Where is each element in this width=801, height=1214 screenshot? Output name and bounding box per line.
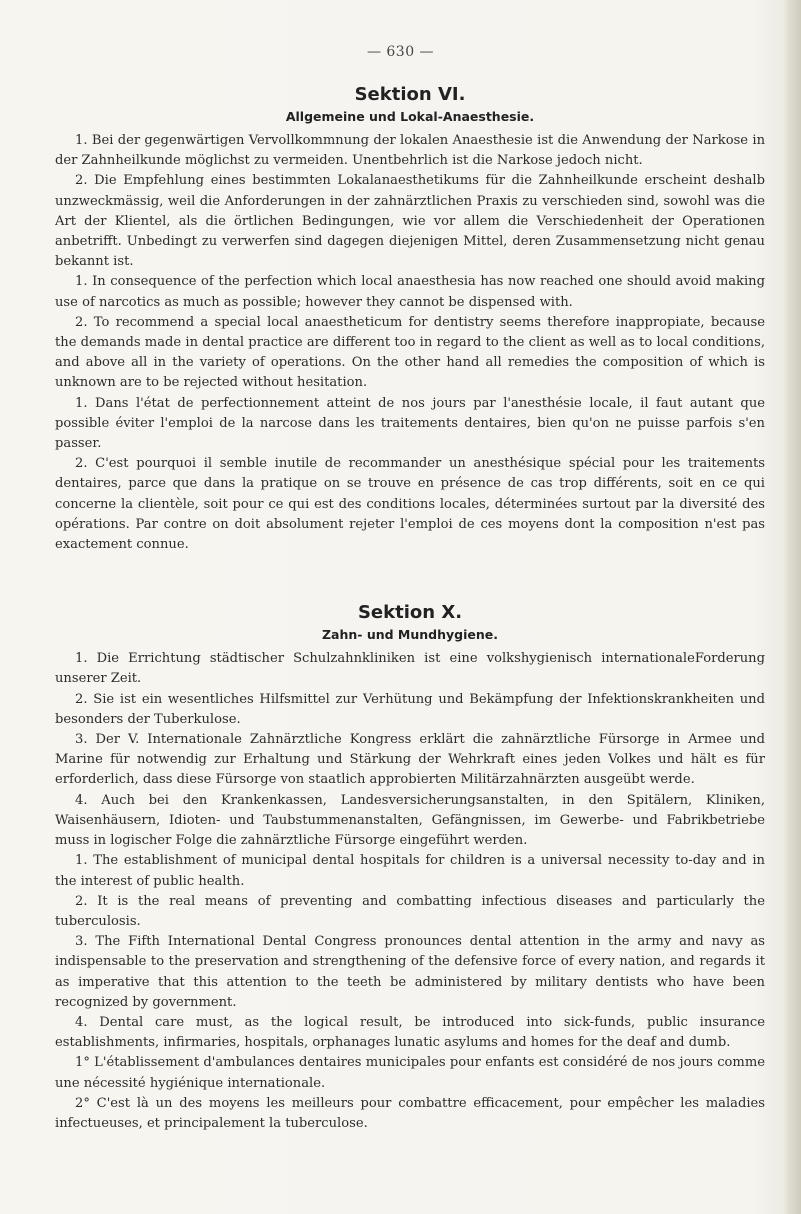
section-subtitle: Allgemeine und Lokal-Anaesthesie.: [285, 109, 535, 124]
paragraph: 3. Der V. Internationale Zahnärztliche Kongress erklärt die zahnärztliche Fürsorge in Armee und Marine für notwendig zur Erhaltung und Stärkung der Wehrkraft eines jeden Volkes und hält es für erforderlich, dass diese Fürsorge von staatlich approbierten Militärzahnärzten ausgeübt werde.: [55, 732, 765, 788]
paragraph: 2. It is the real means of preventing and combatting infectious diseases and particularly the tuberculosis.: [55, 893, 765, 929]
section-title: Sektion X.: [357, 602, 463, 624]
paragraph: 1. In consequence of the perfection which local anaesthesia has now reached one should avoid making use of narcotics as much as possible; however they cannot be dispensed with.: [55, 274, 765, 310]
paragraph: 2. Die Empfehlung eines bestimmten Lokalanaesthetikums für die Zahnheilkunde erscheint deshalb unzweckmässig, weil die Anforderungen in der zahnärztlichen Praxis zu verschieden sind, sowohl was die Art der Klientel, als die örtlichen Bedingungen, wie vor allem die Verschiedenheit der Operationen anbetrifft. Unbedingt zu verwerfen sind dagegen diejenigen Mittel, deren Zusammensetzung nicht genau bekannt ist.: [55, 173, 765, 270]
paragraph: 4. Auch bei den Krankenkassen, Landesversicherungsanstalten, in den Spitälern, Kliniken, Waisenhäusern, Idioten- und Taubstummenanstalten, Gefängnissen, im Gewerbe- und Fabrikbetriebe muss in logischer Folge die zahnärztliche Fürsorge eingeführt werden.: [55, 792, 765, 849]
section-title: Sektion VI.: [354, 84, 466, 105]
paragraph: 2° C'est là un des moyens les meilleurs pour combattre efficacement, pour empêcher les maladies infectueuses, et principalement la tuberculose.: [55, 1095, 765, 1131]
section-vi: [55, 83, 765, 555]
paragraph: 2. Sie ist ein wesentliches Hilfsmittel zur Verhütung und Bekämpfung der Infektionskrankheiten und besonders der Tuberkulose.: [55, 691, 765, 727]
section-subtitle: Zahn- und Mundhygiene.: [321, 627, 498, 643]
paragraph: 1° L'établissement d'ambulances dentaires municipales pour enfants est considéré de nos jours comme une nécessité hygiénique internationale.: [55, 1055, 765, 1091]
section-x: [55, 601, 765, 1134]
section-gap: [55, 555, 765, 601]
paragraph: 3. The Fifth International Dental Congress pronounces dental attention in the army and navy as indispensable to the preservation and strengthening of the defensive force of every nation, and regards it as imperative that this attention to the teeth be administered by military dentists who have been recognized by government.: [55, 934, 765, 1010]
paragraph: 1. Die Errichtung städtischer Schulzahnkliniken ist eine volkshygienisch internationaleForderung unserer Zeit.: [55, 651, 765, 687]
paragraph: 2. C'est pourquoi il semble inutile de recommander un anesthésique spécial pour les traitements dentaires, parce que dans la pratique on se trouve en présence de cas trop différents, soit en ce qui concerne la clientèle, soit pour ce qui est des conditions locales, déterminées surtout par la diversité des opérations. Par contre on doit absolument rejeter l'emploi de ces moyens dont la composition n'est pas exactement connue.: [55, 456, 765, 553]
page-edge-shadow: [783, 0, 801, 1214]
page-content: [55, 83, 765, 1134]
paragraph: 4. Dental care must, as the logical result, be introduced into sick-funds, public insurance establishments, infirmaries, hospitals, orphanages lunatic asylums and homes for the deaf and dumb.: [55, 1014, 765, 1051]
paragraph: 1. The establishment of municipal dental hospitals for children is a universal necessity to-day and in the interest of public health.: [55, 853, 765, 889]
paragraph: 1. Dans l'état de perfectionnement atteint de nos jours par l'anesthésie locale, il faut autant que possible éviter l'emploi de la narcose dans les traitements dentaires, bien qu'on ne puisse parfois s'en passer.: [55, 395, 765, 452]
page-number: — 630 —: [366, 44, 435, 60]
paragraph: 2. To recommend a special local anaestheticum for dentistry seems therefore inappropiate, because the demands made in dental practice are different too in regard to the client as well as to local conditions, and above all in the variety of operations. On the other hand all remedies the composition of which is unknown are to be rejected without hesitation.: [55, 314, 765, 391]
paragraph: 1. Bei der gegenwärtigen Vervollkommnung der lokalen Anaesthesie ist die Anwendung der Narkose in der Zahnheilkunde möglichst zu vermeiden. Unentbehrlich ist die Narkose jedoch nicht.: [55, 133, 765, 169]
